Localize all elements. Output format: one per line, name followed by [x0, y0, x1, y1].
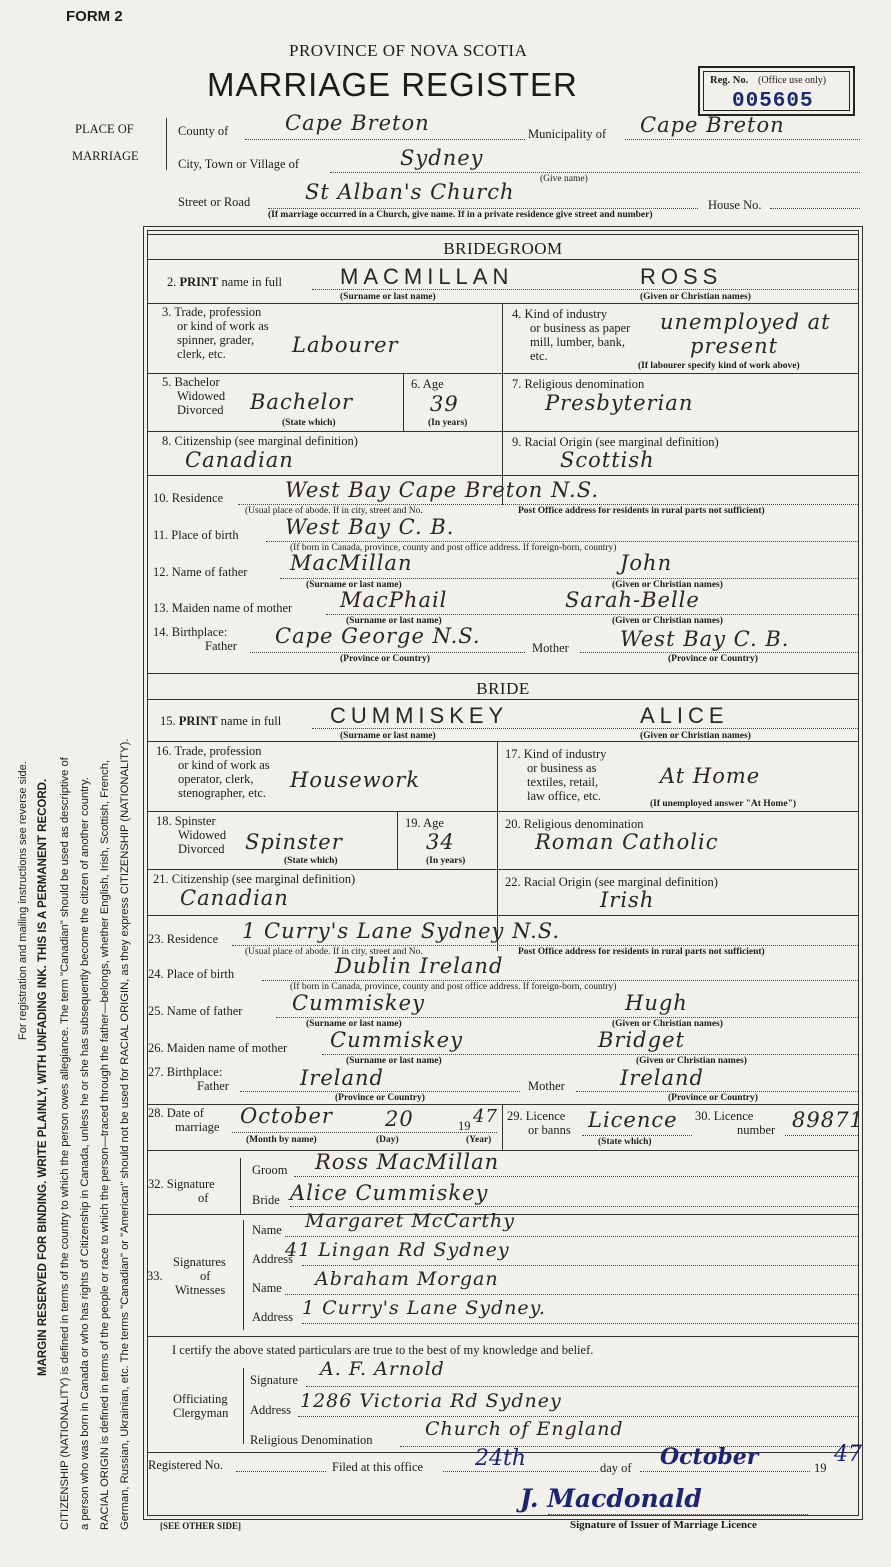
clergy-label-2: Clergyman: [173, 1406, 229, 1420]
marriage-year-prefix: 19: [458, 1119, 471, 1133]
reg-no-box: [698, 66, 855, 116]
groom-birthplace-note: (If born in Canada, province, county and post office address. If foreign-born, country): [290, 543, 617, 553]
day-of-label: day of: [600, 1461, 632, 1475]
bride-industry-note: (If unemployed answer "At Home"): [650, 799, 797, 809]
licence-no-label-1: 30. Licence: [695, 1109, 754, 1123]
give-name-note: (Give name): [540, 174, 588, 184]
filed-year: 47: [834, 1442, 862, 1467]
groom-mother-given-note: (Given or Christian names): [612, 616, 723, 626]
day-note: (Day): [376, 1135, 399, 1145]
bride-religion-value: Roman Catholic: [535, 830, 719, 854]
clergy-signature: A. F. Arnold: [320, 1358, 445, 1380]
witness1-name: Margaret McCarthy: [305, 1210, 516, 1232]
marriage-month: October: [240, 1104, 333, 1128]
bride-heading: BRIDE: [476, 679, 530, 698]
groom-surname-note: (Surname or last name): [340, 292, 436, 302]
bride-mother-surname-note: (Surname or last name): [346, 1056, 442, 1066]
groom-birthplace-value: West Bay C. B.: [285, 515, 455, 539]
city-value: Sydney: [400, 146, 484, 170]
groom-father-surname: MacMillan: [290, 551, 413, 575]
filed-day: 24th: [475, 1446, 527, 1471]
clergy-denom-label: Religious Denomination: [250, 1433, 373, 1447]
bride-industry-value: At Home: [660, 764, 761, 788]
municipality-value: Cape Breton: [640, 113, 785, 137]
clergy-brace: [243, 1368, 250, 1444]
groom-given-note: (Given or Christian names): [640, 292, 751, 302]
bride-residence-label: 23. Residence: [148, 932, 219, 946]
witness-brace: [243, 1220, 250, 1330]
bride-bp-father-note: (Province or Country): [335, 1093, 425, 1103]
groom-birthplace-label: 11. Place of birth: [153, 528, 239, 542]
bride-religion-label: 20. Religious denomination: [505, 817, 644, 831]
bride-status-value: Spinster: [245, 830, 343, 854]
groom-trade-value: Labourer: [292, 333, 399, 357]
reg-no-label: Reg. No.: [710, 75, 749, 86]
bride-birthplace-label: 24. Place of birth: [148, 967, 235, 981]
margin-note-4: a person who was born in Canada or who has rights of Citizenship in Canada, unless he or she has subsequently become the citizen of another country.: [79, 777, 91, 1530]
signature-label-1: 32. Signature: [148, 1177, 215, 1191]
groom-status-value: Bachelor: [250, 390, 354, 414]
bride-surname: CUMMISKEY: [330, 703, 509, 728]
street-label: Street or Road: [178, 195, 251, 209]
margin-note-1: For registration and mailing instructions see reverse side.: [17, 761, 29, 1040]
filed-month: October: [660, 1444, 759, 1470]
groom-given: ROSS: [640, 264, 723, 289]
w2-name-label: Name: [252, 1281, 282, 1295]
groom-mother-given: Sarah-Belle: [565, 588, 700, 612]
bride-bp-mother-label: Mother: [528, 1079, 565, 1093]
issuer-signature: J. Macdonald: [520, 1484, 702, 1513]
reg-no-value: 005605: [732, 90, 814, 113]
groom-residence-label: 10. Residence: [153, 491, 224, 505]
municipality-label: Municipality of: [528, 127, 607, 141]
groom-bp-label-2: Father: [205, 639, 237, 653]
clergy-sig-label: Signature: [250, 1373, 298, 1387]
bride-citizenship-value: Canadian: [180, 886, 289, 910]
licence-label-2: or banns: [528, 1123, 571, 1137]
groom-residence-value: West Bay Cape Breton N.S.: [285, 478, 600, 502]
groom-signature: Ross MacMillan: [315, 1150, 500, 1174]
place-brace: [166, 118, 171, 170]
month-note: (Month by name): [246, 1135, 317, 1145]
groom-residence-note-1: (Usual place of abode. If in city, street and No.: [245, 506, 423, 516]
witness2-address: 1 Curry's Lane Sydney.: [302, 1297, 546, 1319]
bride-racial-label: 22. Racial Origin (see marginal definition): [505, 875, 718, 889]
margin-note-6: German, Russian, Ukrainian, etc. The terms "Canadian" or "American" should not be used for RACIAL ORIGIN, as they express CITIZENSHIP (NATIONALITY).: [119, 738, 131, 1530]
bride-bp-mother: Ireland: [620, 1066, 704, 1090]
clergy-addr-label: Address: [250, 1403, 291, 1417]
groom-industry-value-1: unemployed at: [660, 310, 831, 334]
city-label: City, Town or Village of: [178, 157, 300, 171]
signature-label-2: of: [198, 1191, 209, 1205]
clergy-label-1: Officiating: [173, 1392, 228, 1406]
witness1-address: 41 Lingan Rd Sydney: [285, 1239, 510, 1261]
registered-no-label: Registered No.: [148, 1458, 223, 1472]
see-other-side: [SEE OTHER SIDE]: [160, 1521, 242, 1531]
marriage-year: 47: [473, 1106, 498, 1127]
bride-residence-note-2: Post Office address for residents in rural parts not sufficient): [518, 947, 765, 957]
groom-bp-mother: West Bay C. B.: [620, 627, 790, 651]
bride-father-surname-note: (Surname or last name): [306, 1019, 402, 1029]
licence-no-value: 89871: [792, 1108, 864, 1132]
groom-age-label: 6. Age: [411, 377, 444, 391]
county-label: County of: [178, 124, 229, 138]
groom-mother-surname: MacPhail: [340, 588, 448, 612]
page-title: MARRIAGE REGISTER: [207, 66, 578, 103]
groom-citizenship-value: Canadian: [185, 448, 294, 472]
house-no-label: House No.: [708, 198, 762, 212]
groom-father-given-note: (Given or Christian names): [612, 580, 723, 590]
licence-value: Licence: [588, 1108, 678, 1132]
groom-age-note: (In years): [428, 418, 468, 428]
witness-label-1: Signatures: [173, 1255, 226, 1269]
place-label-2: MARRIAGE: [72, 149, 139, 163]
groom-sig-label: Groom: [252, 1163, 288, 1177]
certify-text: I certify the above stated particulars are true to the best of my knowledge and belief.: [172, 1343, 594, 1357]
groom-bp-father-note: (Province or Country): [340, 654, 430, 664]
witness-label-3: Witnesses: [175, 1283, 226, 1297]
filed-label: Filed at this office: [332, 1460, 424, 1474]
groom-bp-mother-label: Mother: [532, 641, 569, 655]
w2-address-label: Address: [252, 1310, 293, 1324]
groom-racial-label: 9. Racial Origin (see marginal definition): [512, 435, 719, 449]
groom-status-note: (State which): [282, 418, 336, 428]
licence-label-1: 29. Licence: [507, 1109, 566, 1123]
licence-no-label-2: number: [737, 1123, 776, 1137]
bride-racial-value: Irish: [600, 888, 655, 912]
county-value: Cape Breton: [285, 111, 430, 135]
bride-mother-label: 26. Maiden name of mother: [148, 1041, 288, 1055]
bride-birthplace-value: Dublin Ireland: [335, 954, 504, 978]
w1-name-label: Name: [252, 1223, 282, 1237]
reg-no-note: (Office use only): [758, 75, 827, 86]
w1-address-label: Address: [252, 1252, 293, 1266]
bride-mother-surname: Cummiskey: [330, 1028, 463, 1052]
groom-residence-note-2: Post Office address for residents in rural parts not sufficient): [518, 506, 765, 516]
groom-industry-note: (If labourer specify kind of work above): [638, 361, 800, 371]
groom-mother-surname-note: (Surname or last name): [346, 616, 442, 626]
margin-note-3: CITIZENSHIP (NATIONALITY) is defined in terms of the country to which the person owes allegiance. The term "Canadian" should be used as descriptive of: [59, 757, 71, 1530]
bride-birthplace-note: (If born in Canada, province, county and post office address. If foreign-born, country): [290, 982, 617, 992]
groom-father-given: John: [620, 551, 673, 575]
form-label: FORM 2: [66, 8, 123, 25]
place-label-1: PLACE OF: [75, 122, 134, 136]
bride-father-given: Hugh: [625, 991, 688, 1015]
date-label-1: 28. Date of: [148, 1106, 204, 1120]
witness2-name: Abraham Morgan: [315, 1268, 499, 1290]
bride-name-label: 15. PRINT name in full: [160, 714, 282, 728]
bride-status-note: (State which): [284, 856, 338, 866]
groom-bp-father: Cape George N.S.: [275, 624, 481, 648]
bride-residence-note-1: (Usual place of abode. If in city, street and No.: [245, 947, 423, 957]
margin-note-2: MARGIN RESERVED FOR BINDING. WRITE PLAINLY, WITH UNFADING INK. THIS IS A PERMANENT RECORD.: [37, 778, 49, 1376]
filed-year-prefix: 19: [814, 1461, 827, 1475]
groom-industry-value-2: present: [690, 334, 779, 358]
groom-citizenship-label: 8. Citizenship (see marginal definition): [162, 434, 358, 448]
bride-bp-label-1: 27. Birthplace:: [148, 1065, 223, 1079]
bride-mother-given: Bridget: [598, 1028, 685, 1052]
clergy-address: 1286 Victoria Rd Sydney: [300, 1390, 562, 1412]
bride-father-given-note: (Given or Christian names): [612, 1019, 723, 1029]
bride-age-note: (In years): [426, 856, 466, 866]
bride-father-surname: Cummiskey: [292, 991, 425, 1015]
bride-trade-value: Housework: [290, 768, 421, 792]
groom-father-label: 12. Name of father: [153, 565, 248, 579]
bride-mother-given-note: (Given or Christian names): [636, 1056, 747, 1066]
groom-father-surname-note: (Surname or last name): [306, 580, 402, 590]
groom-surname: MACMILLAN: [340, 264, 514, 289]
groom-religion-value: Presbyterian: [545, 391, 694, 415]
bridegroom-heading: BRIDEGROOM: [443, 239, 563, 258]
bride-sig-label: Bride: [252, 1193, 280, 1207]
bride-age-label: 19. Age: [405, 816, 444, 830]
street-note: (If marriage occurred in a Church, give name. If in a private residence give street and number): [268, 210, 653, 220]
groom-racial-value: Scottish: [560, 448, 655, 472]
witness-label-2: of: [200, 1269, 211, 1283]
groom-name-label: 2. PRINT name in full: [167, 275, 282, 289]
bride-citizenship-label: 21. Citizenship (see marginal definition): [153, 872, 356, 886]
bride-father-label: 25. Name of father: [148, 1004, 243, 1018]
bride-bp-label-2: Father: [197, 1079, 229, 1093]
groom-mother-label: 13. Maiden name of mother: [153, 601, 293, 615]
issuer-label: Signature of Issuer of Marriage Licence: [570, 1519, 757, 1531]
margin-note-5: RACIAL ORIGIN is defined in terms of the people or race to which the person—traced through the father—belongs, whether English, Irish, Scottish, French,: [99, 759, 111, 1530]
witness-num: 33.: [147, 1269, 163, 1283]
bride-given-note: (Given or Christian names): [640, 731, 751, 741]
marriage-day: 20: [385, 1107, 414, 1131]
signature-brace: [240, 1158, 247, 1214]
bride-signature: Alice Cummiskey: [290, 1181, 489, 1205]
street-value: St Alban's Church: [305, 180, 515, 204]
groom-age-value: 39: [430, 392, 459, 416]
bride-bp-father: Ireland: [300, 1066, 384, 1090]
groom-bp-mother-note: (Province or Country): [668, 654, 758, 664]
bride-age-value: 34: [426, 830, 455, 854]
year-note: (Year): [466, 1135, 492, 1145]
bride-residence-value: 1 Curry's Lane Sydney N.S.: [242, 919, 561, 943]
bride-bp-mother-note: (Province or Country): [668, 1093, 758, 1103]
province-heading: PROVINCE OF NOVA SCOTIA: [289, 41, 528, 60]
groom-religion-label: 7. Religious denomination: [512, 377, 645, 391]
bride-given: ALICE: [640, 703, 729, 728]
clergy-denomination: Church of England: [425, 1418, 624, 1440]
groom-bp-label-1: 14. Birthplace:: [153, 625, 228, 639]
licence-note: (State which): [598, 1137, 652, 1147]
bride-surname-note: (Surname or last name): [340, 731, 436, 741]
date-label-2: marriage: [175, 1120, 220, 1134]
